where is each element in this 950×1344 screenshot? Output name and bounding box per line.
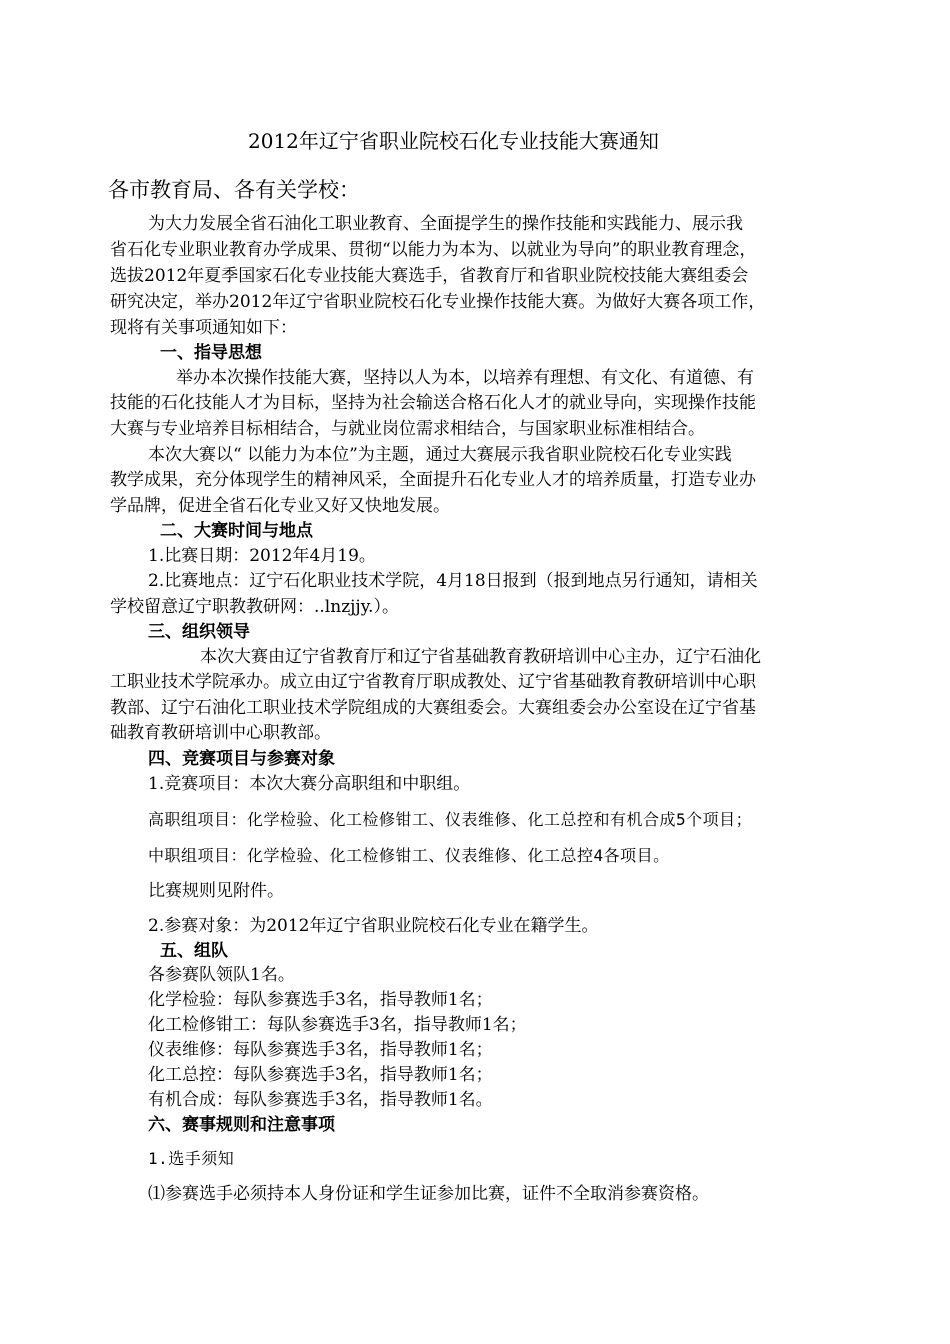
paragraph-line: 2.参赛对象：为2012年辽宁省职业院校石化专业在籍学生。 [148, 916, 599, 936]
paragraph-line: 大赛与专业培养目标相结合，与就业岗位需求相结合，与国家职业标准相结合。 [110, 419, 705, 439]
paragraph-line: 教学成果，充分体现学生的精神风采，全面提升石化专业人才的培养质量，打造专业办 [110, 470, 756, 490]
paragraph-line: 技能的石化技能人才为目标，坚持为社会输送合格石化人才的就业导向，实现操作技能 [110, 393, 756, 413]
section-heading: 一、指导思想 [160, 343, 262, 363]
team-line: 化学检验：每队参赛选手3名，指导教师1名； [148, 990, 493, 1010]
paragraph-line: ⑴参赛选手必须持本人身份证和学生证参加比赛，证件不全取消参赛资格。 [148, 1184, 709, 1204]
team-line: 各参赛队领队1名。 [148, 965, 295, 985]
section-heading: 三、组织领导 [148, 622, 250, 642]
team-line: 有机合成：每队参赛选手3名，指导教师1名。 [148, 1090, 493, 1110]
paragraph-line: 础教育教研培训中心职教部。 [110, 723, 331, 743]
paragraph-line: 1.选手须知 [148, 1149, 235, 1168]
paragraph-line: 2.比赛地点：辽宁石化职业技术学院，4月18日报到（报到地点另行通知，请相关 [148, 571, 758, 591]
paragraph-line: 举办本次操作技能大赛，坚持以人为本，以培养有理想、有文化、有道德、有 [176, 368, 754, 388]
section-heading: 四、竞赛项目与参赛对象 [148, 749, 335, 769]
paragraph-line: 1.比赛日期：2012年4月19。 [148, 546, 376, 566]
paragraph-line: 比赛规则见附件。 [148, 881, 284, 901]
intro-line: 现将有关事项通知如下： [110, 318, 297, 338]
intro-line: 选拔2012年夏季国家石化专业技能大赛选手，省教育厅和省职业院校技能大赛组委会 [110, 266, 749, 286]
paragraph-line: 高职组项目：化学检验、化工检修钳工、仪表维修、化工总控和有机合成5个项目； [148, 810, 753, 829]
paragraph-line: 工职业技术学院承办。成立由辽宁省教育厅职成教处、辽宁省基础教育教研培训中心职 [110, 672, 756, 692]
paragraph-line: 1.竞赛项目：本次大赛分高职组和中职组。 [148, 774, 471, 794]
team-line: 仪表维修：每队参赛选手3名，指导教师1名； [148, 1040, 493, 1060]
section-heading: 二、大赛时间与地点 [160, 521, 313, 541]
paragraph-line: 本次大赛由辽宁省教育厅和辽宁省基础教育教研培训中心主办，辽宁石油化 [200, 647, 761, 667]
paragraph-line: 学校留意辽宁职教教研网：..lnzjjy.）。 [110, 597, 399, 617]
team-line: 化工检修钳工：每队参赛选手3名，指导教师1名； [148, 1015, 527, 1035]
section-heading: 六、赛事规则和注意事项 [148, 1115, 335, 1135]
document-title: 2012年辽宁省职业院校石化专业技能大赛通知 [248, 129, 659, 153]
section-heading: 五、组队 [160, 941, 228, 961]
intro-line: 研究决定，举办2012年辽宁省职业院校石化专业操作技能大赛。为做好大赛各项工作， [110, 292, 766, 312]
intro-line: 省石化专业职业教育办学成果、贯彻“以能力为本为、以就业为导向”的职业教育理念， [110, 240, 757, 260]
paragraph-line: 本次大赛以“ 以能力为本位”为主题，通过大赛展示我省职业院校石化专业实践 [148, 445, 732, 465]
team-line: 化工总控：每队参赛选手3名，指导教师1名； [148, 1065, 493, 1085]
paragraph-line: 中职组项目：化学检验、化工检修钳工、仪表维修、化工总控4各项目。 [148, 846, 670, 865]
intro-line: 为大力发展全省石油化工职业教育、全面提学生的操作技能和实践能力、展示我 [148, 214, 743, 234]
salutation: 各市教育局、各有关学校： [108, 178, 360, 202]
paragraph-line: 教部、辽宁石油化工职业技术学院组成的大赛组委会。大赛组委会办公室设在辽宁省基 [110, 698, 756, 718]
paragraph-line: 学品牌，促进全省石化专业又好又快地发展。 [110, 496, 450, 516]
